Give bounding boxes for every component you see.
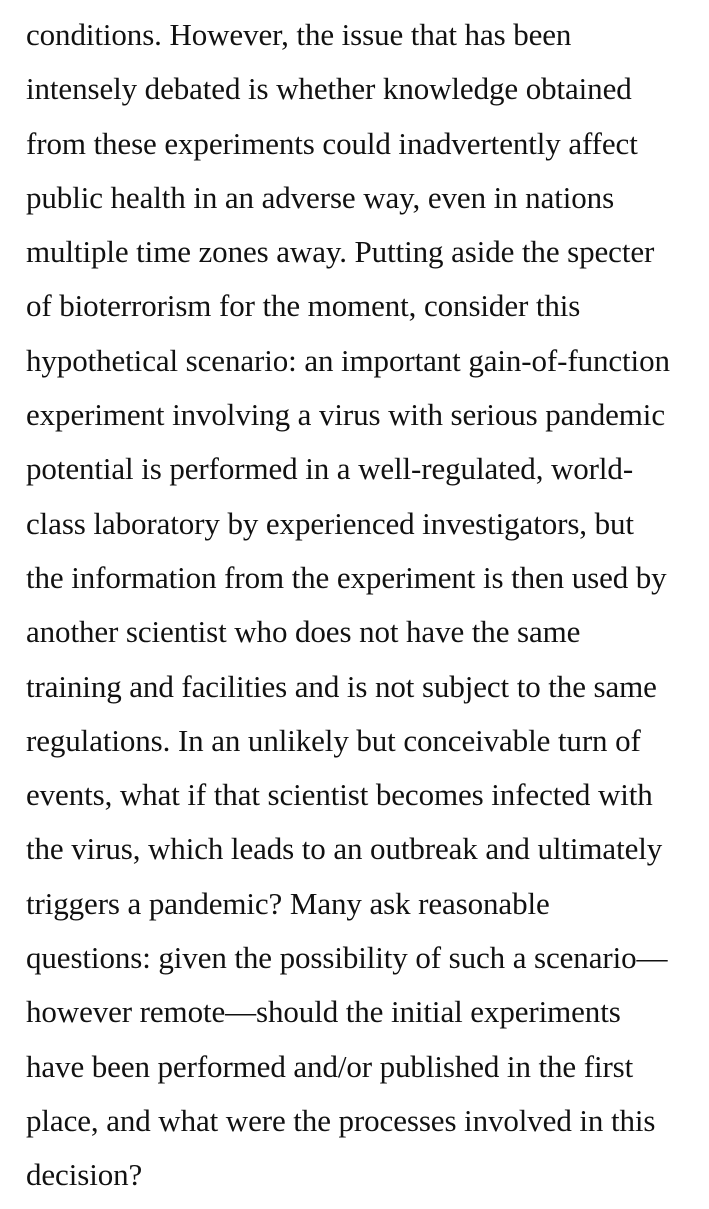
text-line: class laboratory by experienced investigators, but (26, 505, 634, 541)
text-line: have been performed and/or published in the first (26, 1048, 634, 1084)
text-line: experiment involving a virus with serious pandemic (26, 397, 665, 433)
text-line: another scientist who does not have the same (26, 614, 581, 650)
text-line: triggers a pandemic? Many ask reasonable (26, 885, 550, 921)
text-line: potential is performed in a well-regulated, world- (26, 451, 634, 487)
text-line: the virus, which leads to an outbreak and ultimately (26, 831, 663, 867)
text-line: the information from the experiment is then used by (26, 559, 667, 595)
text-line: multiple time zones away. Putting aside the specter (26, 234, 655, 270)
text-line: events, what if that scientist becomes infected with (26, 777, 653, 813)
text-line: place, and what were the processes involved in this (26, 1102, 656, 1138)
text-block (26, 14, 696, 1209)
text-line: conditions. However, the issue that has been (26, 17, 572, 52)
text-line: however remote—should the initial experiments (26, 994, 621, 1030)
text-line: of bioterrorism for the moment, consider this (26, 288, 581, 324)
text-line: training and facilities and is not subject to the same (26, 668, 657, 704)
text-line: questions: given the possibility of such a scenario— (26, 940, 668, 976)
text-line: decision? (26, 1157, 143, 1193)
text-line: public health in an adverse way, even in nations (26, 179, 615, 215)
text-line: from these experiments could inadvertently affect (26, 125, 638, 161)
text-line: hypothetical scenario: an important gain-of-function (26, 342, 670, 378)
text-line: intensely debated is whether knowledge obtained (26, 71, 632, 107)
text-line: regulations. In an unlikely but conceivable turn of (26, 722, 641, 758)
